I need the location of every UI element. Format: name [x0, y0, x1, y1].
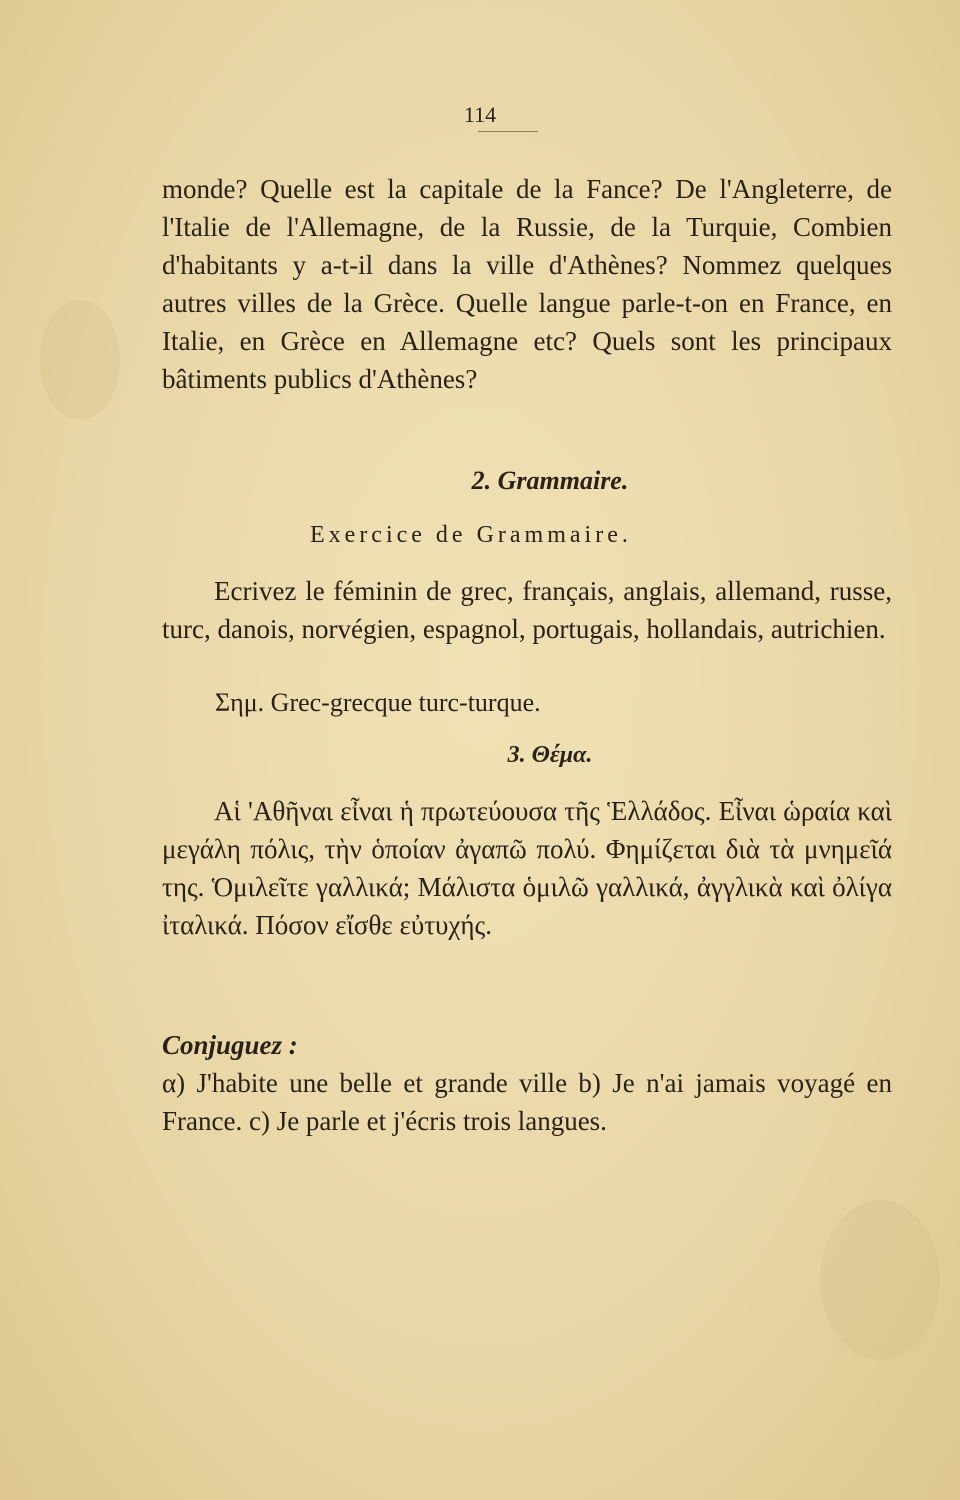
conjugation-label: Conjuguez :: [162, 1030, 298, 1060]
greek-paragraph: Αἱ 'Αθῆναι εἶναι ἡ πρωτεύουσα τῆς Ἑλλάδος. Εἶναι ὡραία καὶ μεγάλη πόλις, τὴν ὁποίαν ἀγαπῶ πολύ. Φημίζεται διὰ τὰ μνημεῖά της. Ὁμιλεῖτε γαλλικά; Μάλιστα ὁμιλῶ γαλλικά, ἀγγλικὰ καὶ ὀλίγα ἰταλικά. Πόσον εἴσθε εὐτυχής.: [162, 796, 892, 940]
conjugation-paragraph: [162, 988, 892, 1140]
page-number: 114: [463, 102, 497, 127]
conjugation-text: α) J'habite une belle et grande ville b) Je n'ai jamais voyagé en France. c) Je parle et j'écris trois langues.: [162, 1068, 892, 1136]
paper-stain: [40, 300, 120, 420]
example-line: Σημ. Grec-grecque turc-turque.: [215, 688, 541, 717]
exercise-title: Exercice de Grammaire.: [310, 522, 632, 548]
section-heading-thema: 3. Θέμα.: [507, 742, 593, 768]
section-heading-grammaire: 2. Grammaire.: [471, 466, 629, 495]
paper-stain: [820, 1200, 940, 1360]
exercise-paragraph: Ecrivez le féminin de grec, français, anglais, allemand, russe, turc, danois, norvégien, espagnol, portugais, hollandais, autrichien.: [162, 576, 892, 644]
header-rule: [478, 131, 538, 132]
intro-paragraph: monde? Quelle est la capitale de la Fance? De l'Angleterre, de l'Italie de l'Allemagne, de la Russie, de la Turquie, Combien d'habitants y a-t-il dans la ville d'Athènes? Nommez quelques autres villes de la Grèce. Quelle langue parle-t-on en France, en Italie, en Grèce en Allemagne etc? Quels sont les principaux bâtiments publics d'Athènes?: [162, 174, 892, 394]
